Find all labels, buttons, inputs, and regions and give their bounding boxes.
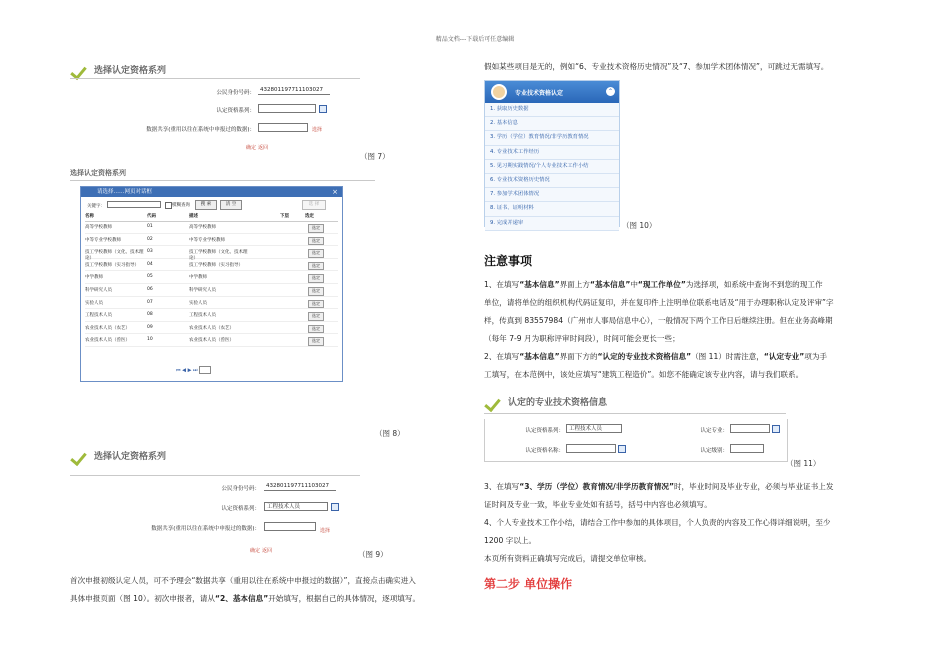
next-page-icon[interactable]: ▶ <box>187 367 192 374</box>
collapse-icon[interactable]: ⌃ <box>607 88 614 95</box>
fig7-series-field[interactable] <box>258 104 316 113</box>
fig9-rule <box>70 475 360 476</box>
fig8-dialog-titlebar <box>81 187 342 197</box>
n2g: 项为手 <box>804 352 828 361</box>
col-desc: 描述 <box>189 214 198 219</box>
fig11-series-field[interactable]: 工程技术人员 <box>566 424 622 433</box>
col-sub: 下层 <box>280 214 289 219</box>
fig8-clear-button[interactable]: 清 空 <box>220 200 242 210</box>
menu-item[interactable]: 1. 获取历史数据 <box>485 103 619 117</box>
n1c: 界面上方 <box>559 280 590 289</box>
row-name: 技工学校教师（文化、技术理论） <box>85 250 144 262</box>
table-row[interactable] <box>85 335 338 347</box>
table-row[interactable] <box>85 298 338 310</box>
menu-item[interactable]: 2. 基本信息 <box>485 117 619 131</box>
fig8-dialog <box>80 186 343 382</box>
n3c: 时，毕业时间及毕业专业，必须与毕业证书上发 <box>673 482 834 491</box>
fig8-table-body <box>85 222 338 352</box>
row-name: 农业技术人员（农艺） <box>85 325 130 331</box>
row-desc: 中学教师 <box>189 275 207 281</box>
fig9-title: 选择认定资格系列 <box>94 452 167 462</box>
fig7-id-field[interactable]: 432801197711103027 <box>258 86 330 95</box>
table-row[interactable] <box>85 323 338 335</box>
fig9-series-field[interactable]: 工程技术人员 <box>264 502 328 511</box>
table-row[interactable] <box>85 222 338 234</box>
row-select-button[interactable]: 选定 <box>308 249 324 258</box>
row-code: 01 <box>147 224 153 229</box>
fig11-title-row <box>484 394 786 408</box>
table-row[interactable] <box>85 235 338 247</box>
n1e: 中 <box>630 280 638 289</box>
n3b: “3、学历（学位）教育情况/非学历教育情况” <box>519 482 674 491</box>
row-name: 工程技术人员 <box>85 313 112 319</box>
fig7-title: 选择认定资格系列 <box>94 66 167 76</box>
col-pick: 选定 <box>305 214 314 219</box>
checkmark-icon <box>70 448 90 462</box>
fig8-keyword-label: 关键字： <box>87 204 105 209</box>
row-desc: 科学研究人员 <box>189 288 216 293</box>
notes-block <box>484 276 914 384</box>
n1b: “基本信息” <box>519 280 560 289</box>
row-desc: 技工学校教师（实习指导） <box>189 262 243 268</box>
note3-line1 <box>484 478 914 496</box>
fig10-menu-header <box>485 81 619 103</box>
note2-line1 <box>484 348 914 366</box>
fig10-menu-title: 专业技术资格认定 <box>515 90 564 97</box>
fig9-select-link[interactable]: 选择 <box>320 528 331 534</box>
table-row[interactable] <box>85 310 338 322</box>
n2a: 2、在填写 <box>484 352 520 361</box>
notes-block-2 <box>484 478 914 568</box>
col-name: 名称 <box>85 214 94 219</box>
menu-item[interactable]: 7. 参加学术团体情况 <box>485 188 619 202</box>
row-code: 06 <box>147 287 153 292</box>
row-name: 科学研究人员 <box>85 288 112 293</box>
row-code: 04 <box>147 261 153 267</box>
menu-item[interactable]: 3. 学历（学位）教育情况/非学历教育情况 <box>485 131 619 145</box>
row-desc: 工程技术人员 <box>189 313 216 319</box>
menu-item[interactable]: 4. 专业技术工作经历 <box>485 146 619 160</box>
left-p2c: 开始填写，根据自己的具体情况，逐项填写。 <box>268 594 421 603</box>
fig8-table-header <box>85 213 338 222</box>
row-select-button[interactable]: 选定 <box>308 312 324 321</box>
fig11-panel <box>484 394 786 464</box>
n1a: 1、在填写 <box>484 280 520 289</box>
fig7-share-field[interactable] <box>258 123 308 132</box>
row-name: 中学教师 <box>85 275 103 281</box>
notes-heading: 注意事项 <box>484 254 533 268</box>
fig8-fuzzy-checkbox[interactable] <box>165 202 172 209</box>
col-code: 代码 <box>147 214 156 219</box>
prev-page-icon[interactable]: ◀ <box>182 367 186 374</box>
n3a: 3、在填写 <box>484 482 520 491</box>
fig8-search-button[interactable]: 搜 索 <box>195 200 217 210</box>
fig7-share-label: 数据共享(重用以往在系统中申报过的数据)： <box>146 127 255 133</box>
fig8-pagination[interactable] <box>176 366 211 374</box>
fig11-title: 认定的专业技术资格信息 <box>508 398 608 408</box>
page-select[interactable] <box>199 366 211 374</box>
fig9-series-picker-icon[interactable] <box>331 503 339 511</box>
table-row[interactable] <box>85 260 338 272</box>
row-code: 10 <box>147 337 153 343</box>
n2e: （图 11）时需注意， <box>691 352 764 361</box>
table-row[interactable] <box>85 247 338 262</box>
fig9-share-field[interactable] <box>264 522 316 531</box>
row-code: 07 <box>147 299 153 305</box>
fig7-panel <box>70 62 360 162</box>
checkmark-icon <box>70 62 90 76</box>
fig8-keyword-input[interactable] <box>107 201 161 208</box>
fig11-major-label: 认定专业： <box>700 428 728 434</box>
row-select-button[interactable]: 选定 <box>308 274 324 283</box>
n1f: “现工作单位” <box>637 280 686 289</box>
user-icon <box>491 84 507 100</box>
fig11-level-label: 认定级别： <box>700 448 728 454</box>
step2-heading: 第二步 单位操作 <box>484 577 573 591</box>
left-paragraph-line1: 首次申报初级认定人员，可不予理会“数据共享（重用以往在系统中申报过的数据）”，直接点击确实进入 <box>70 576 416 585</box>
row-desc: 农业技术人员（兽医） <box>189 338 234 344</box>
left-paragraph-line2 <box>70 590 470 608</box>
fig9-title-row <box>70 448 360 462</box>
row-select-button[interactable]: 选定 <box>308 287 324 296</box>
fig9-confirm-link[interactable]: 确定 <box>250 548 261 554</box>
row-name: 高等学校教师 <box>85 225 112 230</box>
menu-item[interactable]: 8. 证书、证明材料 <box>485 202 619 216</box>
row-desc: 实验人员 <box>189 300 207 306</box>
table-row[interactable] <box>85 272 338 284</box>
note2-line2: 工填写，在本范例中，该处应填写“建筑工程造价”。如您不能确定该专业内容，请与我们联系。 <box>484 370 804 379</box>
fig8-fuzzy-label: 模糊查询 <box>172 203 190 208</box>
fig7-series-picker-icon[interactable] <box>319 105 327 113</box>
note1-line2: 单位，请将单位的组织机构代码证复印，并在复印件上注明单位联系电话及“用于办理职称认定及评审”字 <box>484 298 834 307</box>
menu-item[interactable]: 9. 完成并递审 <box>485 217 619 231</box>
fig10-caption: （图 10） <box>622 221 657 230</box>
fig11-level-field[interactable] <box>730 444 764 453</box>
note4-line2: 1200 字以上。 <box>484 536 537 545</box>
n2f: “认定专业” <box>763 352 805 361</box>
fig7-title-row <box>70 62 360 76</box>
row-code: 05 <box>147 274 153 280</box>
fig8-title: 选择认定资格系列 <box>70 169 126 177</box>
fig9-series-label: 认定资格系列： <box>221 506 260 512</box>
fig9-id-label: 公民身份号码： <box>221 486 260 492</box>
row-select-button[interactable]: 选定 <box>308 237 324 246</box>
note1-line3: 样，传真到 83557984（广州市人事局信息中心），一般情况下两个工作日后继续注册。但在业务高峰期 <box>484 316 833 325</box>
row-code: 03 <box>147 249 153 255</box>
row-name: 中等专业学校教师 <box>85 237 121 243</box>
fig9-panel <box>70 448 360 560</box>
row-name: 农业技术人员（兽医） <box>85 338 130 344</box>
left-paragraph <box>70 572 470 608</box>
row-name: 实验人员 <box>85 300 103 306</box>
fig8-dialog-title: 请选择……网页对话框 <box>97 189 153 195</box>
fig7-confirm-link[interactable]: 确定 <box>246 145 257 151</box>
left-p2b: “2、基本信息” <box>214 594 269 603</box>
row-desc: 技工学校教师（文化、技术理论） <box>189 250 248 262</box>
fig9-share-label: 数据共享(重用以往在系统中申报过的数据)： <box>151 526 260 532</box>
fig8-confirm-button[interactable]: 选 择 <box>302 200 326 210</box>
fig8-title-row <box>70 168 375 178</box>
row-code: 09 <box>147 324 153 330</box>
row-desc: 中等专业学校教师 <box>189 237 225 243</box>
first-page-icon[interactable]: ⏮ <box>176 367 181 374</box>
fig11-major-field[interactable] <box>730 424 770 433</box>
fig11-caption: （图 11） <box>786 459 821 468</box>
fig9-id-field[interactable]: 432801197711103027 <box>264 482 336 491</box>
row-select-button[interactable]: 选定 <box>308 300 324 309</box>
fig8-caption: （图 8） <box>375 429 405 438</box>
note3-line2: 证时间及专业一致，毕业专业处如有括号，括号中内容也必须填写。 <box>484 500 712 509</box>
row-desc: 农业技术人员（农艺） <box>189 325 234 331</box>
note4-line1: 4、个人专业技术工作小结，请结合工作中参加的具体项目，个人负责的内容及工作心得详细说明，至少 <box>484 518 831 527</box>
fig11-rule <box>484 413 786 414</box>
fig7-rule <box>70 78 360 79</box>
fig7-select-link[interactable]: 选择 <box>312 127 323 133</box>
fig7-caption: （图 7） <box>360 152 390 161</box>
row-name: 技工学校教师（实习指导） <box>85 262 139 268</box>
n2c: 界面下方的 <box>559 352 598 361</box>
fig7-id-label: 公民身份号码： <box>216 90 255 96</box>
checkmark-icon <box>484 394 504 408</box>
row-select-button[interactable]: 选定 <box>308 325 324 334</box>
n1g: 为选择项，如系统中查询不到您的现工作 <box>685 280 823 289</box>
fig9-back-link[interactable]: 返回 <box>262 548 273 554</box>
fig9-caption: （图 9） <box>358 550 388 559</box>
page-header: 精品文档---下载后可任意编辑 <box>435 36 515 43</box>
row-select-button[interactable]: 选定 <box>308 262 324 271</box>
fig8-panel <box>70 168 375 378</box>
note1-line1 <box>484 276 914 294</box>
fig8-rule <box>70 180 375 181</box>
left-p2a: 具体申报页面（图 10）。初次申报者，请从 <box>70 594 215 603</box>
row-select-button[interactable]: 选定 <box>308 224 324 233</box>
row-desc: 高等学校教师 <box>189 225 216 230</box>
n1d: “基本信息” <box>589 280 631 289</box>
note5: 本页所有资料正确填写完成后，请提交单位审核。 <box>484 554 652 563</box>
row-select-button[interactable]: 选定 <box>308 337 324 346</box>
right-intro: 假如某些项目是无的，例如“6、专业技术资格历史情况”及“7、参加学术团体情况”，可跳过无需填写。 <box>484 62 829 71</box>
fig11-name-picker-icon[interactable] <box>618 445 626 453</box>
fig7-back-link[interactable]: 返回 <box>258 145 269 151</box>
close-icon[interactable]: × <box>332 188 338 196</box>
table-row[interactable] <box>85 285 338 297</box>
fig10-menu <box>484 80 620 227</box>
fig11-name-field[interactable] <box>566 444 616 453</box>
last-page-icon[interactable]: ⏭ <box>193 367 198 374</box>
fig7-series-label: 认定资格系列： <box>216 108 255 114</box>
menu-item[interactable]: 6. 专业技术资格历史情况 <box>485 174 619 188</box>
note1-line4: （每年 7-9 月为职称评审时间段），时间可能会更长一些； <box>484 334 680 343</box>
row-code: 08 <box>147 312 153 318</box>
n2b: “基本信息” <box>519 352 560 361</box>
fig11-series-label: 认定资格系列： <box>525 428 564 434</box>
fig11-major-picker-icon[interactable] <box>772 425 780 433</box>
fig11-name-label: 认定资格名称： <box>525 448 564 454</box>
menu-item[interactable]: 5. 见习期实践情况/个人专业技术工作小结 <box>485 160 619 174</box>
row-code: 02 <box>147 236 153 242</box>
n2d: “认定的专业技术资格信息” <box>597 352 692 361</box>
fig10-menu-items <box>485 103 619 231</box>
